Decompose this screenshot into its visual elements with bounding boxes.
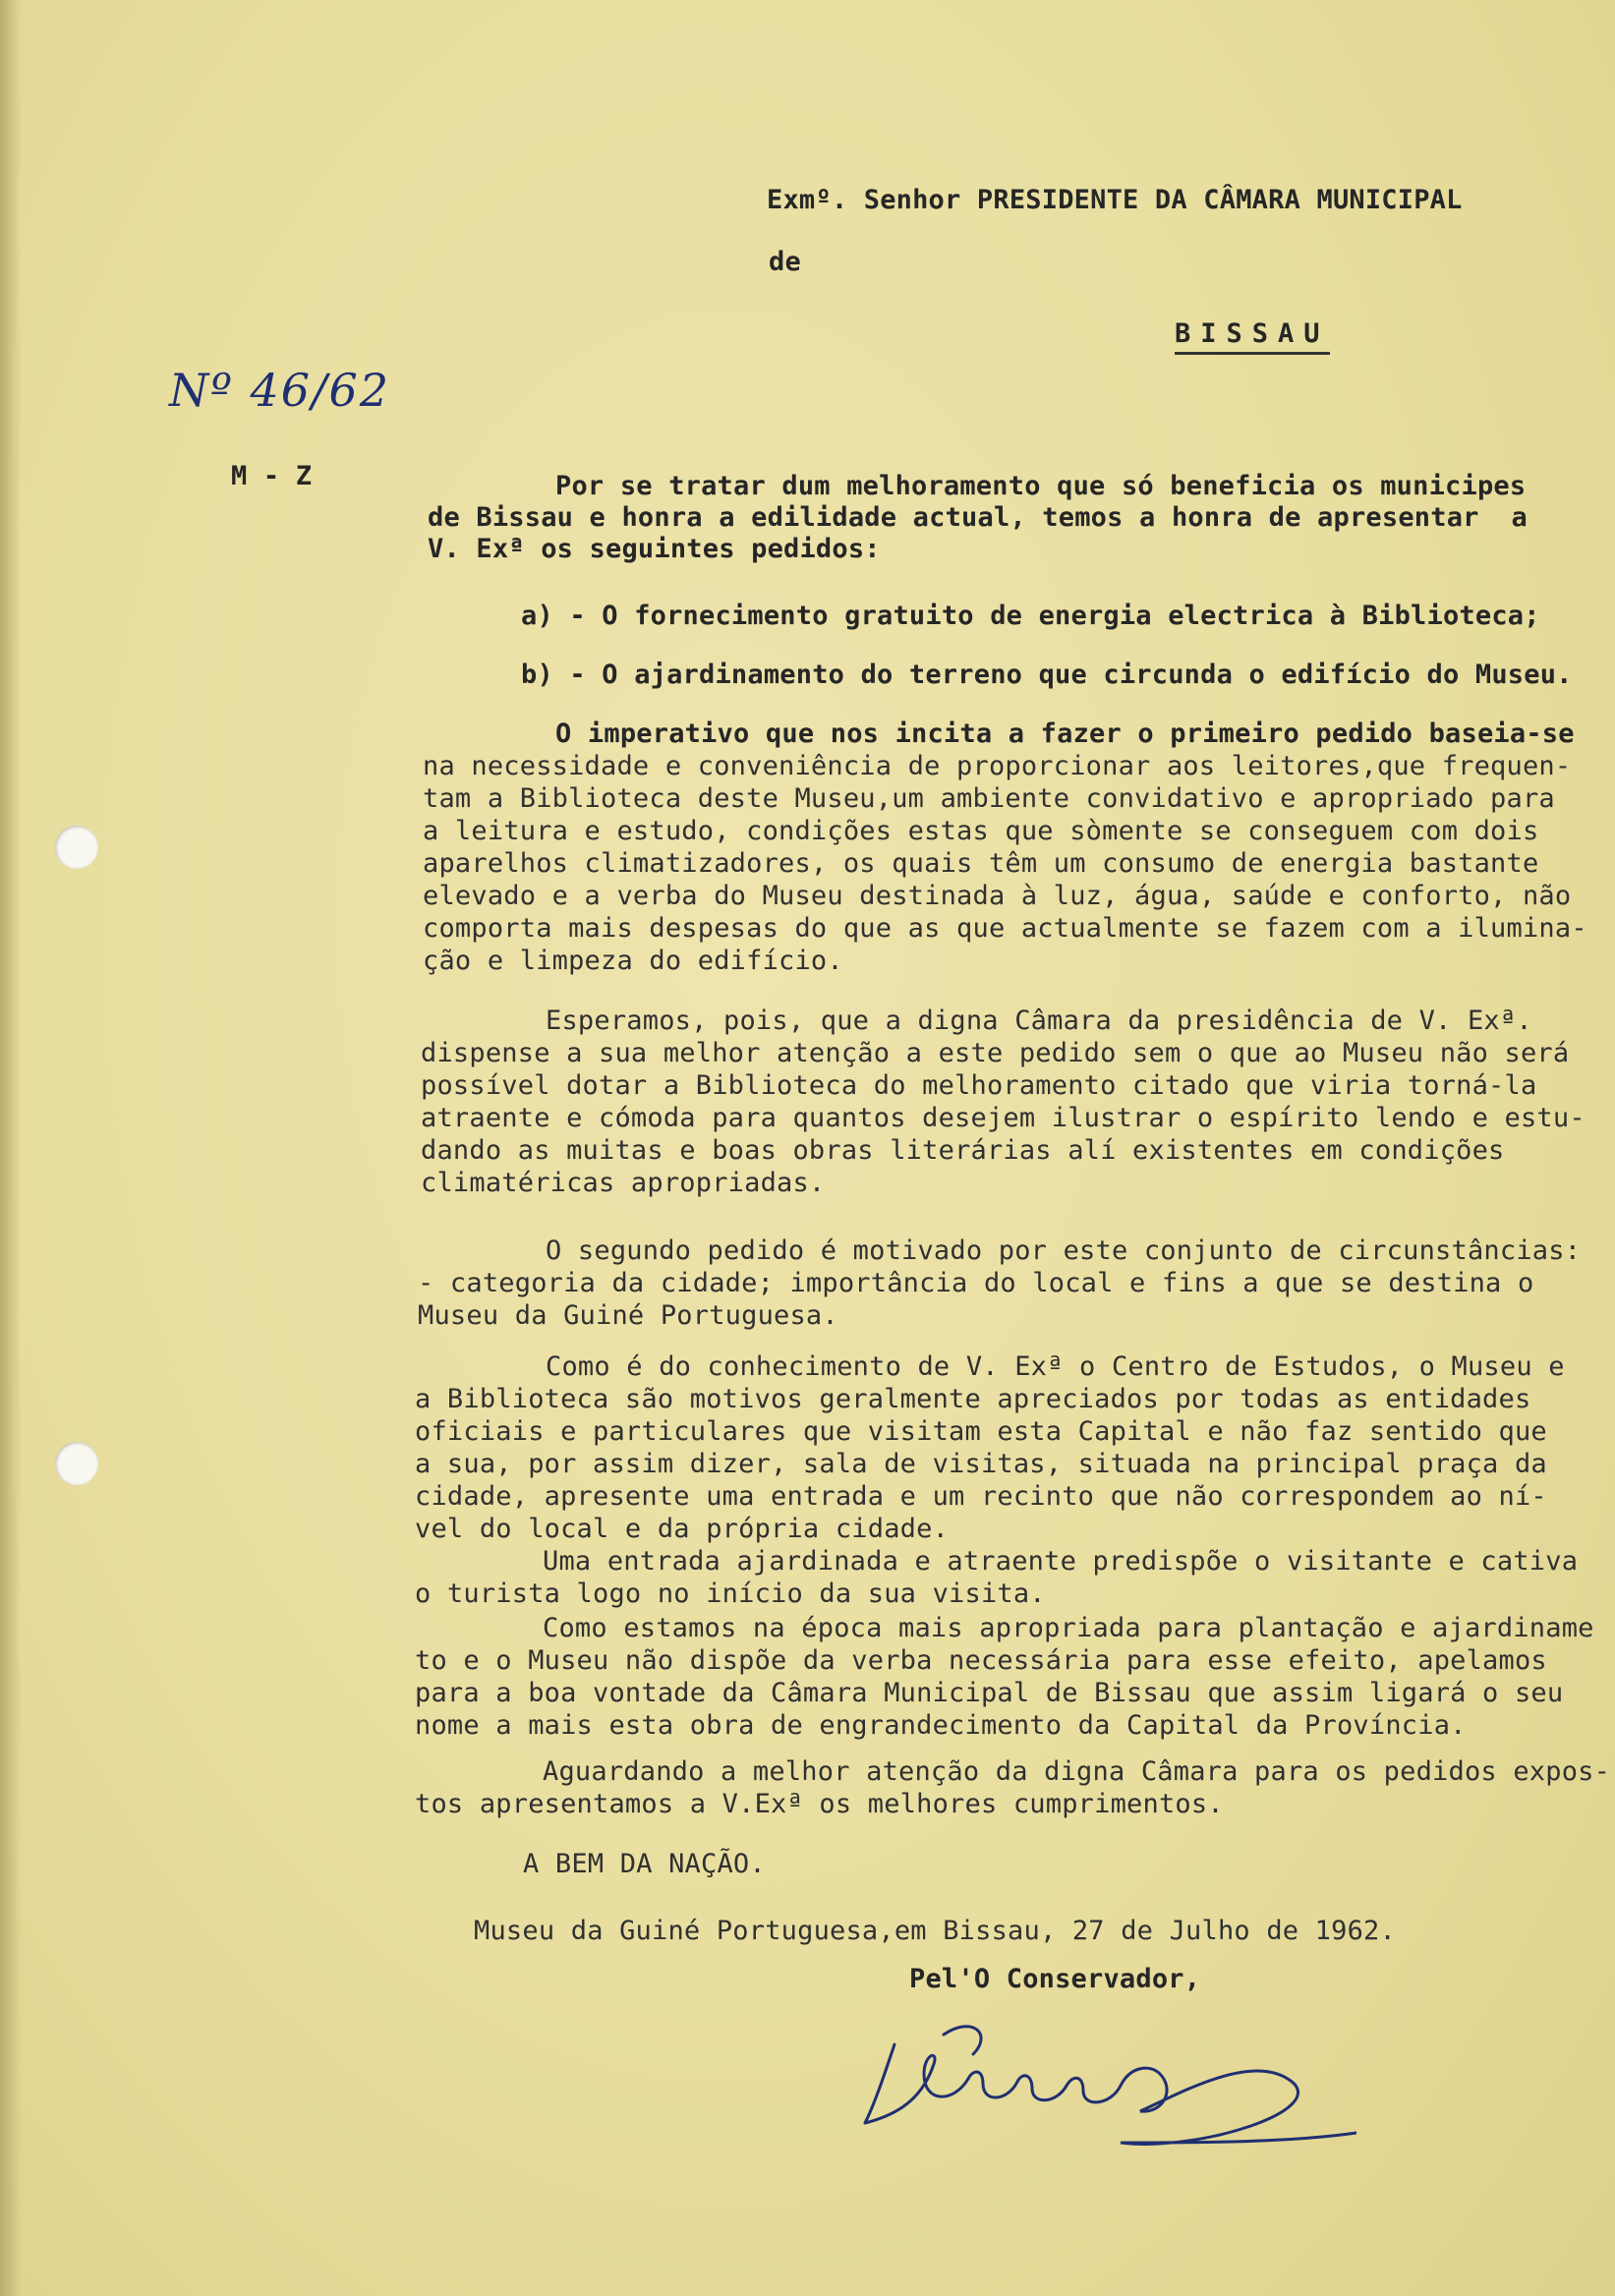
paragraph-4-line: cidade, apresente uma entrada e um recinto que não correspondem ao ní- <box>415 1481 1547 1512</box>
paragraph-3-line: O segundo pedido é motivado por este conjunto de circunstâncias: <box>546 1235 1582 1266</box>
paragraph-2-line: dispense a sua melhor atenção a este pedido sem o que ao Museu não será <box>421 1038 1570 1068</box>
paragraph-7-line: tos apresentamos a V.Exª os melhores cumprimentos. <box>415 1789 1224 1819</box>
paragraph-6-line: Como estamos na época mais apropriada para plantação e ajardiname <box>543 1613 1594 1643</box>
paragraph-5-line: o turista logo no início da sua visita. <box>415 1578 1046 1609</box>
intro-line-2: de Bissau e honra a edilidade actual, temos a honra de apresentar a <box>428 502 1528 533</box>
paragraph-7-line: Aguardando a melhor atenção da digna Câmara para os pedidos expos- <box>543 1756 1611 1787</box>
paragraph-2-line: dando as muitas e boas obras literárias alí existentes em condições <box>421 1135 1505 1166</box>
intro-line-1: Por se tratar dum melhoramento que só beneficia os municipes <box>555 471 1527 501</box>
place-and-date: Museu da Guiné Portuguesa,em Bissau, 27 de Julho de 1962. <box>474 1916 1396 1946</box>
paragraph-6-line: to e o Museu não dispõe da verba necessária para esse efeito, apelamos <box>415 1645 1547 1676</box>
paragraph-1-line: tam a Biblioteca deste Museu,um ambiente convidativo e apropriado para <box>423 783 1555 814</box>
punch-hole-upper <box>55 826 98 869</box>
paragraph-3-line: - categoria da cidade; importância do local e fins a que se destina o <box>418 1268 1534 1298</box>
paragraph-2-line: possível dotar a Biblioteca do melhoramento citado que viria torná-la <box>421 1070 1537 1101</box>
punch-hole-lower <box>55 1442 98 1485</box>
paragraph-1-line: ção e limpeza do edifício. <box>423 946 843 976</box>
paragraph-4-line: vel do local e da própria cidade. <box>415 1514 950 1544</box>
paragraph-3-line: Museu da Guiné Portuguesa. <box>418 1300 838 1331</box>
request-item-b: b) - O ajardinamento do terreno que circunda o edifício do Museu. <box>521 660 1573 690</box>
paragraph-1-line: comporta mais despesas do que as que actualmente se fazem com a ilumina- <box>423 913 1587 944</box>
paragraph-2-line: climatéricas apropriadas. <box>421 1168 826 1198</box>
closing-salutation: A BEM DA NAÇÃO. <box>523 1849 766 1879</box>
page-edge-shadow <box>0 0 22 2296</box>
paragraph-1-line: O imperativo que nos incita a fazer o primeiro pedido baseia-se <box>555 718 1575 749</box>
paragraph-4-line: oficiais e particulares que visitam esta Capital e não faz sentido que <box>415 1416 1547 1447</box>
paragraph-5-line: Uma entrada ajardinada e atraente predispõe o visitante e cativa <box>543 1546 1579 1577</box>
paragraph-6-line: nome a mais esta obra de engrandecimento da Capital da Província. <box>415 1710 1467 1741</box>
signatory-title: Pel'O Conservador, <box>909 1964 1201 1994</box>
paragraph-4-line: a sua, por assim dizer, sala de visitas, situada na principal praça da <box>415 1449 1547 1479</box>
intro-line-3: V. Exª os seguintes pedidos: <box>428 534 881 564</box>
paragraph-6-line: para a boa vontade da Câmara Municipal de Bissau que assim ligará o seu <box>415 1678 1564 1708</box>
addressee-line: Exmº. Senhor PRESIDENTE DA CÂMARA MUNICIPAL <box>767 185 1463 215</box>
paragraph-4-line: Como é do conhecimento de V. Exª o Centro de Estudos, o Museu e <box>546 1351 1565 1382</box>
paragraph-1-line: a leitura e estudo, condições estas que sòmente se conseguem com dois <box>423 816 1539 846</box>
paragraph-4-line: a Biblioteca são motivos geralmente apreciados por todas as entidades <box>415 1384 1531 1414</box>
addressee-de: de <box>769 247 801 277</box>
paragraph-2-line: atraente e cómoda para quantos desejem ilustrar o espírito lendo e estu- <box>421 1103 1586 1133</box>
paragraph-1-line: na necessidade e conveniência de proporcionar aos leitores,que frequen- <box>423 751 1572 781</box>
handwritten-signature <box>826 1995 1356 2162</box>
reference-code: M - Z <box>231 461 313 491</box>
handwritten-reference-number: Nº 46/62 <box>169 364 391 417</box>
addressee-city: BISSAU <box>1175 317 1330 355</box>
paragraph-1-line: aparelhos climatizadores, os quais têm um consumo de energia bastante <box>423 848 1539 879</box>
request-item-a: a) - O fornecimento gratuito de energia electrica à Biblioteca; <box>521 601 1540 631</box>
paragraph-2-line: Esperamos, pois, que a digna Câmara da presidência de V. Exª. <box>546 1005 1532 1036</box>
paragraph-1-line: elevado e a verba do Museu destinada à luz, água, saúde e conforto, não <box>423 881 1572 911</box>
